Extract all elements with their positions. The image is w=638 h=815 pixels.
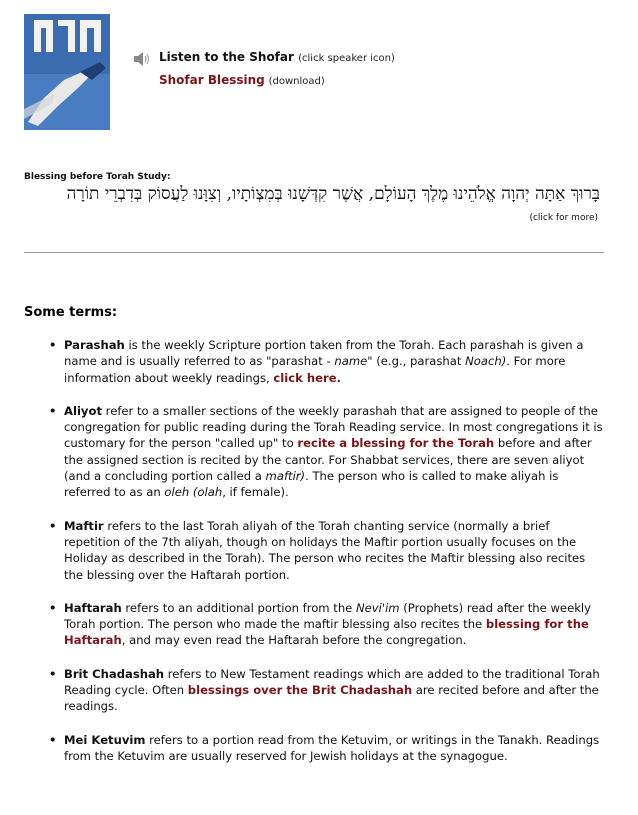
hebrew-blessing[interactable]: בָּרוּךְ אַתָּה יְהוָה אֱלֹהֵינוּ מֶלֶךְ הָעוֹלָם, אֲשֶׁר קִדְּשָׁנוּ בְּמִצְוֹתָיו, וְצִוָּנוּ לַעֲסוֹק בְּדִבְרֵי תוֹרָה bbox=[66, 184, 600, 204]
term-italic: name" bbox=[334, 354, 373, 369]
speaker-icon[interactable] bbox=[133, 51, 151, 70]
term-text: are recited before and after the readings. bbox=[64, 683, 599, 714]
list-item bbox=[49, 403, 604, 501]
bullet: • bbox=[49, 732, 57, 747]
click-here-link[interactable]: click here bbox=[273, 370, 337, 385]
term-italic: Nevi'im bbox=[356, 600, 400, 615]
term-text: refers to an additional portion from the bbox=[121, 600, 356, 615]
download-row bbox=[159, 73, 325, 87]
term-label: Mei Ketuvim bbox=[64, 732, 146, 747]
term-text: (e.g., parashat bbox=[372, 354, 466, 369]
term-text: . The person who is called to make aliyah is referred to as an bbox=[64, 469, 559, 500]
term-text: . bbox=[336, 370, 341, 385]
term-label: Parashah bbox=[64, 338, 125, 352]
list-item bbox=[49, 337, 604, 386]
terms-title: Some terms: bbox=[24, 305, 118, 320]
shofar-logo-icon bbox=[24, 14, 110, 130]
download-hint: (download) bbox=[268, 76, 325, 87]
list-item bbox=[49, 518, 604, 583]
term-text: , and may even read the Haftarah before the congregation. bbox=[121, 633, 467, 648]
list-item bbox=[49, 666, 604, 715]
bullet: • bbox=[49, 403, 57, 418]
term-label: Brit Chadashah bbox=[64, 666, 165, 681]
term-italic: maftir) bbox=[265, 469, 306, 484]
terms-list bbox=[49, 337, 604, 781]
term-text: refers to a portion read from the Ketuvim, or writings in the Tanakh. Readings from the Ketuvim are usually reserved for Jewish holidays at the synagogue. bbox=[64, 732, 600, 763]
term-text: refers to New Testament readings which are added to the traditional Torah Reading cycle. Often bbox=[64, 666, 600, 698]
brit-chadashah-blessing-link[interactable]: blessings over the Brit Chadashah bbox=[187, 683, 413, 698]
term-label: Aliyot bbox=[64, 403, 102, 418]
divider bbox=[24, 252, 604, 253]
term-text: . For more information about weekly readings, bbox=[64, 354, 566, 385]
blessing-heading: Blessing before Torah Study: bbox=[24, 172, 171, 182]
term-text: refer to a smaller sections of the weekly parashah that are assigned to people of the congregation for public reading during the Torah Reading service. In most congregations it is customary for the person "called up" to bbox=[64, 403, 603, 451]
listen-hint: (click speaker icon) bbox=[298, 53, 395, 64]
bullet: • bbox=[49, 518, 57, 533]
term-text: refers to the last Torah aliyah of the Torah chanting service (normally a brief repetition of the 7th aliyah, though on holidays the Maftir portion usually focuses on the Holiday as described in the Torah). The person who recites the Maftir blessing also recites the blessing over the Haftarah portion. bbox=[64, 518, 586, 582]
torah-blessing-link[interactable]: recite a blessing for the Torah bbox=[297, 436, 495, 451]
bullet: • bbox=[49, 338, 57, 352]
term-text: before and after the assigned section is recited by the cantor. For Shabbat services, there are seven aliyot (and a concluding portion called a bbox=[64, 436, 592, 484]
listen-heading bbox=[159, 50, 395, 64]
haftarah-blessing-link[interactable]: blessing for the Haftarah bbox=[64, 617, 589, 648]
term-italic: oleh (olah bbox=[164, 485, 223, 500]
shofar-blessing-link[interactable]: Shofar Blessing bbox=[159, 73, 265, 87]
term-text: is the weekly Scripture portion taken from the Torah. Each parashah is given a name and is usually referred to as "parashat - bbox=[64, 338, 584, 369]
click-for-more[interactable]: (click for more) bbox=[529, 213, 598, 223]
listen-label: Listen to the Shofar bbox=[159, 50, 294, 64]
list-item bbox=[49, 600, 604, 649]
bullet: • bbox=[49, 600, 57, 615]
term-text: (Prophets) read after the weekly Torah portion. The person who made the maftir blessing also recites the bbox=[64, 600, 591, 632]
term-italic: Noach) bbox=[465, 354, 507, 369]
term-text: , if female). bbox=[222, 485, 289, 500]
term-label: Haftarah bbox=[64, 600, 122, 615]
list-item bbox=[49, 732, 604, 765]
bullet: • bbox=[49, 666, 57, 681]
term-label: Maftir bbox=[64, 518, 104, 533]
